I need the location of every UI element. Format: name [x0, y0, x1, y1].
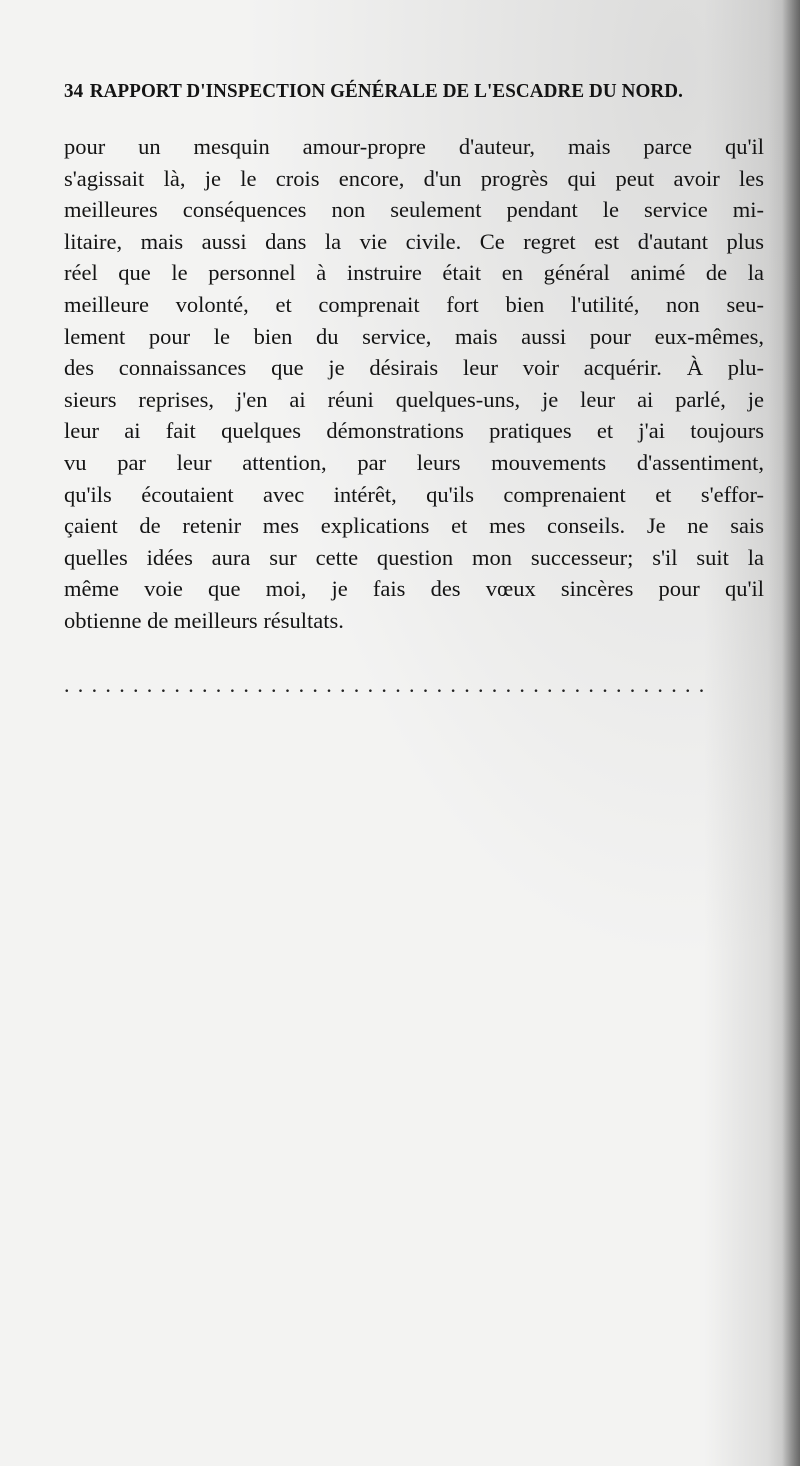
body-paragraph	[64, 131, 764, 637]
text-line: des connaissances que je désirais leur voir acquérir. À plu-	[64, 355, 764, 381]
page-number: 34	[64, 80, 84, 102]
running-head	[64, 80, 696, 103]
text-line: qu'ils écoutaient avec intérêt, qu'ils comprenaient et s'effor-	[64, 481, 764, 507]
page-edge-shadow	[782, 0, 800, 1466]
text-line: meilleure volonté, et comprenait fort bien l'utilité, non seu-	[64, 291, 764, 317]
text-line: çaient de retenir mes explications et mes conseils. Je ne sais	[64, 513, 764, 539]
text-line: sieurs reprises, j'en ai réuni quelques-uns, je leur ai parlé, je	[64, 386, 764, 412]
text-line: pour un mesquin amour-propre d'auteur, mais parce qu'il	[64, 134, 764, 159]
text-line: vu par leur attention, par leurs mouvements d'assentiment,	[64, 449, 764, 475]
omission-dot-leader: ...............................................	[64, 672, 713, 697]
text-line: réel que le personnel à instruire était en général animé de la	[64, 260, 764, 286]
text-line: s'agissait là, je le crois encore, d'un progrès qui peut avoir les	[64, 165, 764, 191]
running-head-title: RAPPORT D'INSPECTION GÉNÉRALE DE L'ESCADRE DU NORD.	[89, 80, 684, 102]
text-line: lement pour le bien du service, mais aussi pour eux-mêmes,	[64, 323, 764, 349]
text-line: leur ai fait quelques démonstrations pratiques et j'ai toujours	[64, 418, 764, 444]
text-line: meilleures conséquences non seulement pendant le service mi-	[64, 197, 764, 223]
text-line: quelles idées aura sur cette question mon successeur; s'il suit la	[64, 544, 764, 570]
text-line: litaire, mais aussi dans la vie civile. Ce regret est d'autant plus	[64, 228, 764, 254]
text-line: même voie que moi, je fais des vœux sincères pour qu'il	[64, 576, 764, 602]
text-line-last: obtienne de meilleurs résultats.	[64, 607, 344, 633]
